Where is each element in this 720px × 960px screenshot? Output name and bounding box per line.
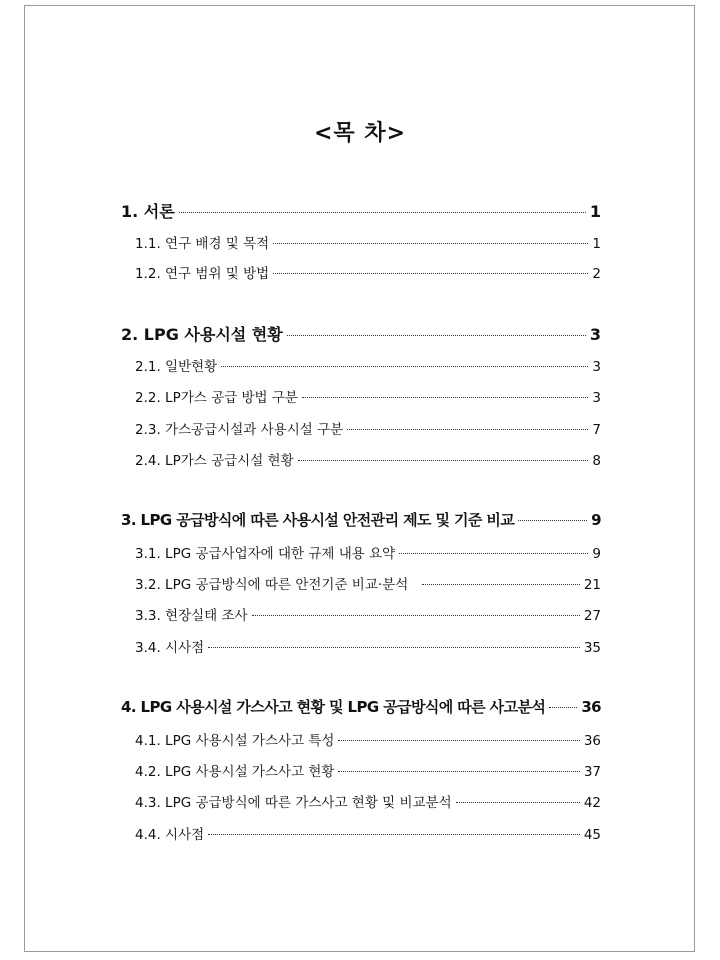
dot-leader	[179, 212, 586, 213]
toc-section-label: 3.3. 현장실태 조사	[135, 608, 248, 624]
toc-section-label: 4.1. LPG 사용시설 가스사고 특성	[135, 733, 335, 749]
toc-page-number: 9	[591, 511, 601, 529]
toc-page-number: 35	[583, 640, 601, 656]
toc-section-4-1[interactable]	[121, 729, 601, 749]
toc-page-number: 7	[592, 422, 601, 438]
toc-section-1-2[interactable]	[121, 262, 601, 282]
toc-section-3-4[interactable]	[121, 636, 601, 656]
toc-page-number: 27	[583, 608, 601, 624]
toc-section-label: 2.4. LP가스 공급시설 현황	[135, 453, 294, 469]
dot-leader	[273, 243, 588, 244]
toc-section-label: 2.2. LP가스 공급 방법 구분	[135, 390, 298, 406]
toc-section-label: 4.2. LPG 사용시설 가스사고 현황	[135, 764, 335, 780]
dot-leader	[338, 740, 579, 741]
toc-page-number: 1	[589, 202, 601, 221]
toc-page-number: 8	[592, 453, 601, 469]
dot-leader	[399, 553, 588, 554]
toc-chapter-2[interactable]	[121, 322, 601, 345]
toc-section-label: 4.4. 시사점	[135, 827, 205, 843]
dot-leader	[347, 429, 588, 430]
dot-leader	[298, 460, 589, 461]
toc-chapter-label: 4. LPG 사용시설 가스사고 현황 및 LPG 공급방식에 따른 사고분석	[121, 698, 546, 716]
dot-leader	[456, 802, 580, 803]
toc-page-number: 1	[592, 236, 601, 252]
toc-section-3-3[interactable]	[121, 604, 601, 624]
toc-section-label: 2.1. 일반현황	[135, 359, 218, 375]
dot-leader	[273, 273, 588, 274]
toc-page-number: 21	[583, 577, 601, 593]
dot-leader	[338, 771, 579, 772]
toc-section-label: 1.1. 연구 배경 및 목적	[135, 236, 270, 252]
toc-section-label: 3.2. LPG 공급방식에 따른 안전기준 비교·분석	[135, 577, 409, 593]
toc-page-number: 9	[592, 546, 601, 562]
toc-page-number: 3	[592, 359, 601, 375]
toc-section-label: 3.1. LPG 공급사업자에 대한 규제 내용 요약	[135, 546, 396, 562]
toc-chapter-label: 3. LPG 공급방식에 따른 사용시설 안전관리 제도 및 기준 비교	[121, 511, 515, 529]
toc-page-number: 36	[581, 698, 601, 716]
dot-leader	[518, 520, 587, 521]
toc-page-number: 37	[583, 764, 601, 780]
toc-section-2-1[interactable]	[121, 355, 601, 375]
toc-page-number: 3	[589, 325, 601, 344]
toc-page-number: 42	[583, 795, 601, 811]
toc-page-number: 36	[583, 733, 601, 749]
toc-section-1-1[interactable]	[121, 232, 601, 252]
toc-page-number: 2	[592, 266, 601, 282]
toc-section-4-2[interactable]	[121, 760, 601, 780]
toc-section-2-2[interactable]	[121, 386, 601, 406]
toc-section-4-3[interactable]	[121, 791, 601, 811]
toc-section-label: 2.3. 가스공급시설과 사용시설 구분	[135, 422, 344, 438]
dot-leader	[302, 397, 588, 398]
toc-section-3-1[interactable]	[121, 542, 601, 562]
toc-chapter-1[interactable]	[121, 199, 601, 222]
dot-leader	[549, 707, 577, 708]
table-of-contents	[121, 0, 601, 960]
toc-section-2-4[interactable]	[121, 449, 601, 469]
toc-chapter-label: 2. LPG 사용시설 현황	[121, 325, 283, 344]
toc-title: <목 차>	[313, 121, 407, 146]
dot-leader	[208, 834, 580, 835]
toc-chapter-4[interactable]	[121, 696, 601, 717]
toc-section-label: 1.2. 연구 범위 및 방법	[135, 266, 270, 282]
toc-section-3-2[interactable]	[121, 573, 601, 593]
toc-page-number: 45	[583, 827, 601, 843]
dot-leader	[221, 366, 588, 367]
dot-leader	[287, 335, 586, 336]
toc-page-number: 3	[592, 390, 601, 406]
dot-leader	[252, 615, 580, 616]
toc-section-2-3[interactable]	[121, 418, 601, 438]
toc-section-4-4[interactable]	[121, 823, 601, 843]
dot-leader	[422, 584, 580, 585]
toc-chapter-label: 1. 서론	[121, 202, 175, 221]
toc-section-label: 4.3. LPG 공급방식에 따른 가스사고 현황 및 비교분석	[135, 795, 452, 811]
toc-chapter-3[interactable]	[121, 509, 601, 530]
toc-section-label: 3.4. 시사점	[135, 640, 205, 656]
dot-leader	[208, 647, 580, 648]
